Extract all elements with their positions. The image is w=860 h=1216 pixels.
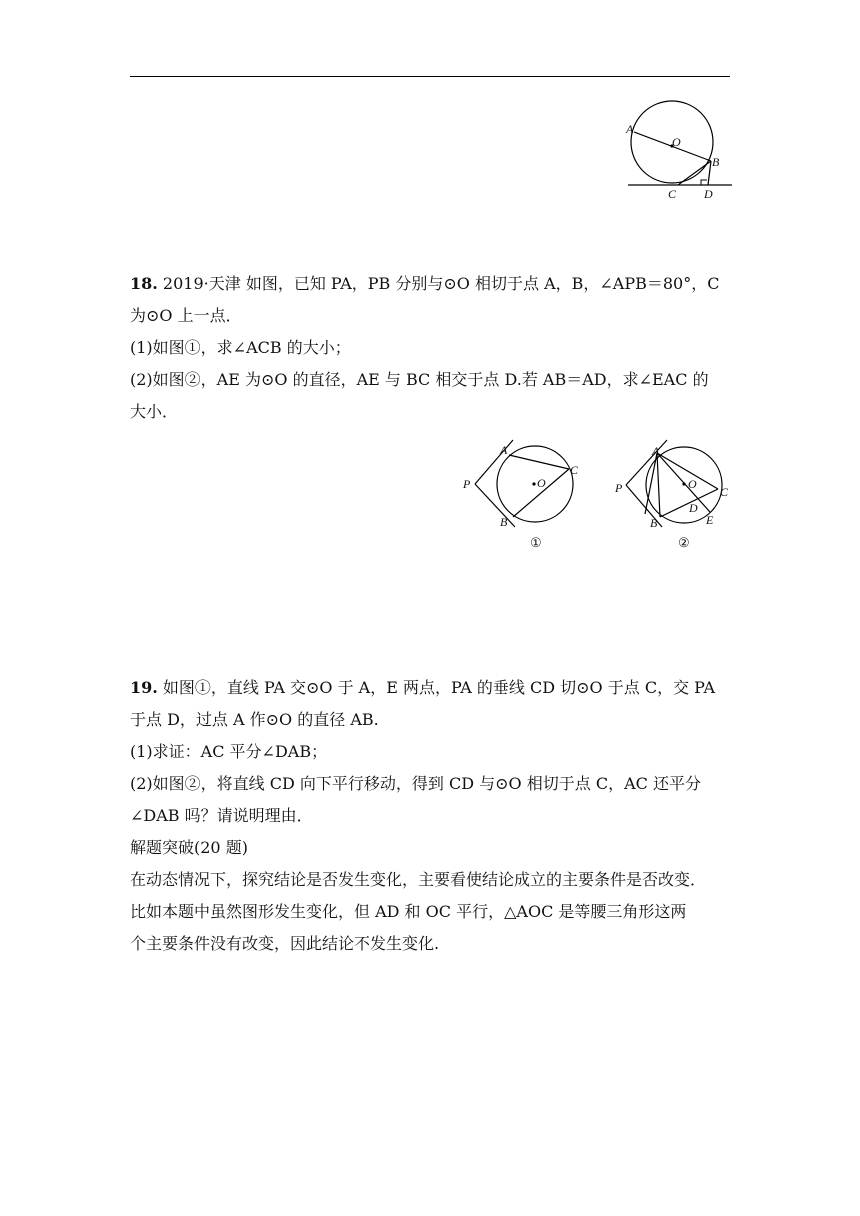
- label-A: A: [652, 444, 660, 458]
- solution-line-2: 比如本题中虽然图形发生变化，但 AD 和 OC 平行，△AOC 是等腰三角形这两: [130, 902, 687, 921]
- label-A: A: [500, 443, 508, 457]
- label-D: D: [689, 501, 698, 515]
- label-A: A: [626, 122, 634, 136]
- problem-19: [130, 672, 730, 960]
- label-P: P: [615, 481, 623, 495]
- label-O: O: [672, 135, 681, 149]
- problem-19-part-2: (2)如图②，将直线 CD 向下平行移动，得到 CD 与⊙O 相切于点 C，AC 还平分: [130, 774, 701, 793]
- problem-19-part-1: (1)求证：AC 平分∠DAB；: [130, 742, 328, 761]
- problem-19-part-2-cont: ∠DAB 吗？请说明理由．: [130, 806, 313, 825]
- problem-19-line-2: 于点 D，过点 A 作⊙O 的直径 AB.: [130, 710, 379, 729]
- solution-line-1: 在动态情况下，探究结论是否发生变化，主要看使结论成立的主要条件是否改变．: [130, 870, 707, 889]
- solution-line-3: 个主要条件没有改变，因此结论不发生变化.: [130, 934, 440, 953]
- label-E: E: [706, 513, 714, 527]
- problem-number: 19.: [130, 678, 158, 697]
- label-O: O: [537, 476, 546, 490]
- label-B: B: [500, 515, 508, 529]
- problem-text: 2019·天津 如图，已知 PA，PB 分别与⊙O 相切于点 A，B，∠APB＝80°，C: [157, 274, 720, 293]
- problem-number: 18.: [130, 274, 158, 293]
- label-B: B: [650, 516, 658, 530]
- problem-text: 如图①，直线 PA 交⊙O 于 A，E 两点，PA 的垂线 CD 切⊙O 于点 C，交 PA: [157, 678, 716, 697]
- solution-heading: 解题突破(20 题): [130, 838, 248, 857]
- figure-circle-tangent-top: [620, 92, 740, 202]
- header-rule: [130, 76, 730, 77]
- figure-2: [610, 435, 740, 555]
- problem-18-line-1: [130, 268, 730, 300]
- problem-18-line-2: 为⊙O 上一点．: [130, 306, 242, 325]
- label-B: B: [712, 155, 720, 169]
- problem-18-part-2: (2)如图②，AE 为⊙O 的直径，AE 与 BC 相交于点 D.若 AB＝AD，求∠EAC 的: [130, 370, 709, 389]
- figure-1: [455, 435, 595, 555]
- problem-18-part-2-cont: 大小．: [130, 402, 179, 421]
- problem-18-part-1: (1)如图①，求∠ACB 的大小；: [130, 338, 351, 357]
- label-C: C: [668, 187, 677, 201]
- problem-19-line-1: [130, 672, 730, 704]
- label-C: C: [720, 485, 729, 499]
- label-P: P: [463, 477, 471, 491]
- label-C: C: [570, 463, 579, 477]
- figure-1-caption: ①: [530, 535, 542, 550]
- problem-18: [130, 268, 730, 428]
- figure-2-caption: ②: [678, 535, 690, 550]
- label-D: D: [704, 187, 713, 201]
- label-O: O: [688, 477, 697, 491]
